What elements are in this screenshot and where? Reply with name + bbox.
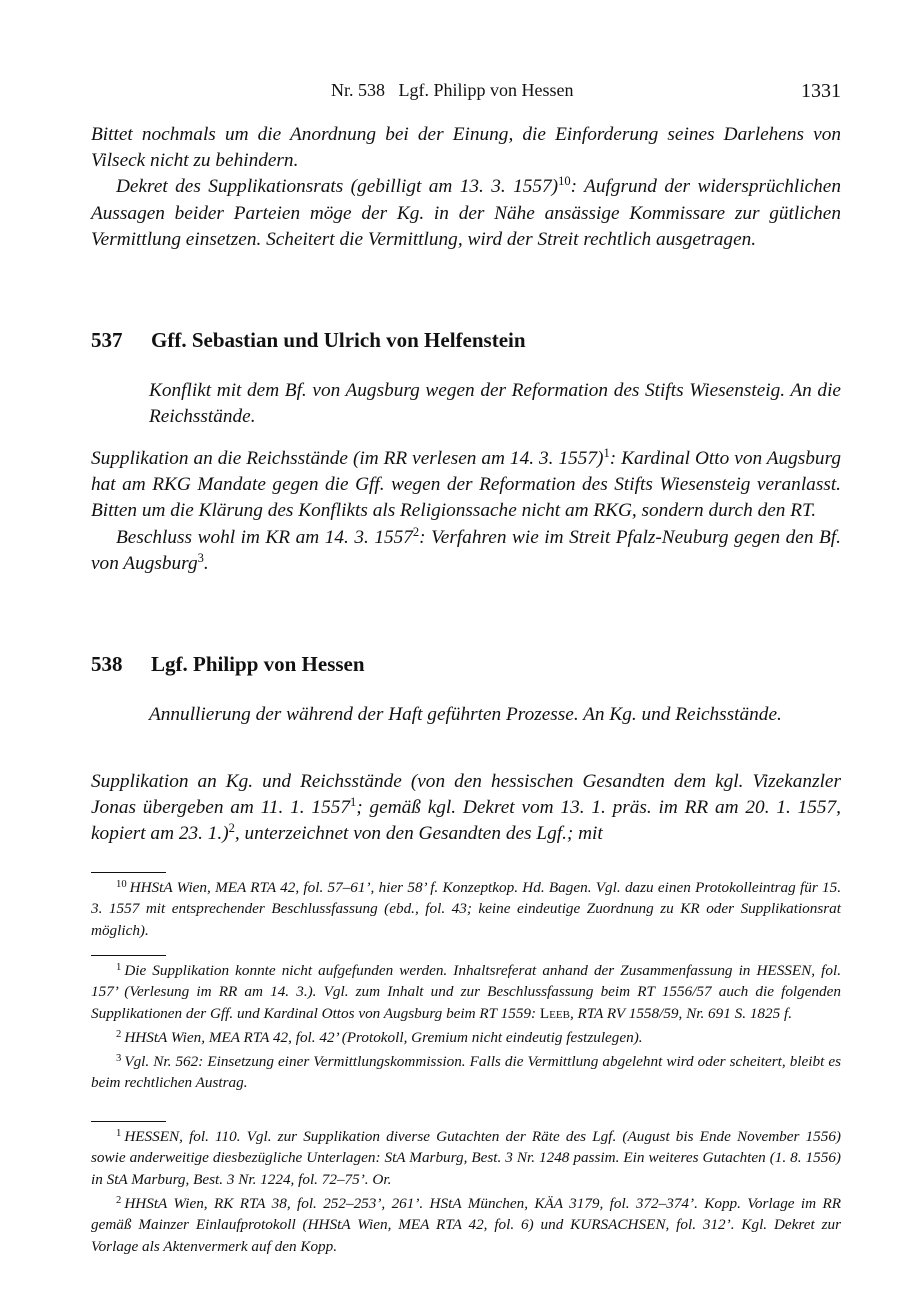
footnote xyxy=(91,1123,841,1190)
footnote-mark: 1 xyxy=(116,962,122,973)
footnote xyxy=(91,874,841,941)
footnote-separator xyxy=(91,955,166,956)
entry-538-paragraph-1 xyxy=(91,769,841,848)
footnote-text: Vgl. Nr. 562: Einsetzung einer Vermittlungskommission. Falls die Vermittlung abgelehnt wird oder scheitert, bleibt es beim rechtlichen Austrag. xyxy=(91,1052,841,1092)
entry-538-body xyxy=(91,769,841,848)
entry-537-paragraph-2 xyxy=(91,525,841,577)
text: Supplikation an Kg. und Reichsstände (von den hessischen Gesandten dem kgl. Vizekanzler Jonas übergeben am 11. 1. 1557 xyxy=(91,771,841,819)
footnote-text: HHStA Wien, MEA RTA 42, fol. 42’ (Protokoll, Gremium nicht eindeutig festzulegen). xyxy=(124,1028,643,1046)
text: Dekret des Supplikationsrats (gebilligt am 13. 3. 1557) xyxy=(116,176,559,198)
text: , unterzeichnet von den Gesandten des Lgf.; mit xyxy=(234,823,603,845)
entry-title: Gff. Sebastian und Ulrich von Helfenstein xyxy=(151,328,526,352)
running-head-title: Nr. 538 Lgf. Philipp von Hessen xyxy=(331,80,574,100)
entry-538-regest: Annullierung der während der Haft geführten Prozesse. An Kg. und Reichsstände. xyxy=(149,704,782,725)
carryover-text xyxy=(91,122,841,253)
running-head xyxy=(91,80,841,104)
footnote-mark: 2 xyxy=(116,1195,122,1206)
footnote xyxy=(91,1024,841,1048)
footnote-text: HESSEN, fol. 110. Vgl. zur Supplikation diverse Gutachten der Räte des Lgf. (August bis Ende November 1556) sowie anderweitige diesbezügliche Unterlagen: StA Marburg, Best. 3 Nr. 1248 passim. Ein weiteres Gutachten (1. 8. 1556) in StA Marburg, Best. 3 Nr. 1224, fol. 72–75’. Or. xyxy=(91,1127,841,1188)
text: ; gemäß kgl. Dekret vom 13. 1. präs. im RR am 20. 1. 1557, kopiert am 23. 1.) xyxy=(91,797,841,845)
entry-537-paragraph-1 xyxy=(91,446,841,525)
text: : Verfahren wie im Streit Pfalz-Neuburg gegen den Bf. von Augsburg xyxy=(91,526,841,574)
footnote-mark: 1 xyxy=(116,1128,122,1139)
footnote-ref[interactable]: 3 xyxy=(197,550,204,565)
page-number: 1331 xyxy=(801,80,841,102)
entry-number: 538 xyxy=(91,652,123,676)
entry-number: 537 xyxy=(91,328,123,352)
text: : Aufgrund der widersprüchlichen Aussagen beider Parteien möge der Kg. in der Nähe ansässige Kommissare zur gütlichen Vermittlung einsetzen. Scheitert die Vermittlung, wird der Streit rechtlich ausgetragen. xyxy=(91,176,841,250)
footnote xyxy=(91,1048,841,1094)
carryover-paragraph-2 xyxy=(91,174,841,253)
entry-537-regest: Konflikt mit dem Bf. von Augsburg wegen der Reformation des Stifts Wiesensteig. An die Reichsstände. xyxy=(149,380,841,428)
entry-537-body xyxy=(91,446,841,577)
footnote-separator xyxy=(91,1121,166,1122)
footnote-ref[interactable]: 1 xyxy=(603,446,610,461)
text: Supplikation an die Reichsstände (im RR verlesen am 14. 3. 1557) xyxy=(91,448,604,469)
text: Beschluss wohl im KR am 14. 3. 1557 xyxy=(116,526,413,548)
entry-538-heading xyxy=(91,652,841,677)
footnote-text: HHStA Wien, MEA RTA 42, fol. 57–61’, hier 58’ f. Konzeptkop. Hd. Bagen. Vgl. dazu einen Protokolleintrag für 15. 3. 1557 mit entsprechender Beschlussfassung (ebd., fol. 43; keine eindeutige Zuordnung zu KR oder Supplikationsrat möglich). xyxy=(91,878,841,939)
footnote-mark: 2 xyxy=(116,1029,122,1040)
footnote xyxy=(91,957,841,1024)
footnote-ref[interactable]: 10 xyxy=(558,174,571,189)
footnote xyxy=(91,1190,841,1257)
footnote-ref[interactable]: 1 xyxy=(350,795,357,810)
text: . xyxy=(203,552,209,574)
footnotes-536 xyxy=(91,874,841,941)
text: : Kardinal Otto von Augsburg hat am RKG Mandate gegen die Gff. wegen der Reformation des Stifts Wiesensteig veranlasst. Bitten um die Klärung des Konflikts als Religionssache nicht am RKG, sondern durch den RT. xyxy=(91,448,842,522)
author-name: Leeb xyxy=(539,1004,570,1022)
footnote-mark: 10 xyxy=(116,879,127,890)
carryover-paragraph-1: Bittet nochmals um die Anordnung bei der Einung, die Einforderung seines Darlehens von Vilseck nicht zu behindern. xyxy=(91,124,841,172)
entry-537-heading xyxy=(91,328,841,353)
footnote-text: , RTA RV 1558/59, Nr. 691 S. 1825 f. xyxy=(569,1004,793,1022)
footnote-ref[interactable]: 2 xyxy=(412,524,420,539)
footnote-separator xyxy=(91,872,166,873)
footnote-ref[interactable]: 2 xyxy=(228,821,235,836)
footnote-text: Die Supplikation konnte nicht aufgefunden werden. Inhaltsreferat anhand der Zusammenfassung in HESSEN, fol. 157’ (Verlesung im RR am 14. 3.). Vgl. zum Inhalt und zur Beschlussfassung beim RT 1556/57 auch die folgenden Supplikationen der Gff. und Kardinal Ottos von Augsburg beim RT 1559: xyxy=(91,961,841,1022)
footnote-mark: 3 xyxy=(116,1053,122,1065)
footnote-text: HHStA Wien, RK RTA 38, fol. 252–253’, 261’. HStA München, KÄA 3179, fol. 372–374’. Kopp. Vorlage im RR gemäß Mainzer Einlaufprotokoll (HHStA Wien, MEA RTA 42, fol. 6) und KURSACHSEN, fol. 312’. Kgl. Dekret zur Vorlage als Aktenvermerk auf den Kopp. xyxy=(91,1194,841,1255)
footnotes-537 xyxy=(91,957,841,1094)
footnotes-538 xyxy=(91,1123,841,1257)
entry-title: Lgf. Philipp von Hessen xyxy=(151,652,365,676)
